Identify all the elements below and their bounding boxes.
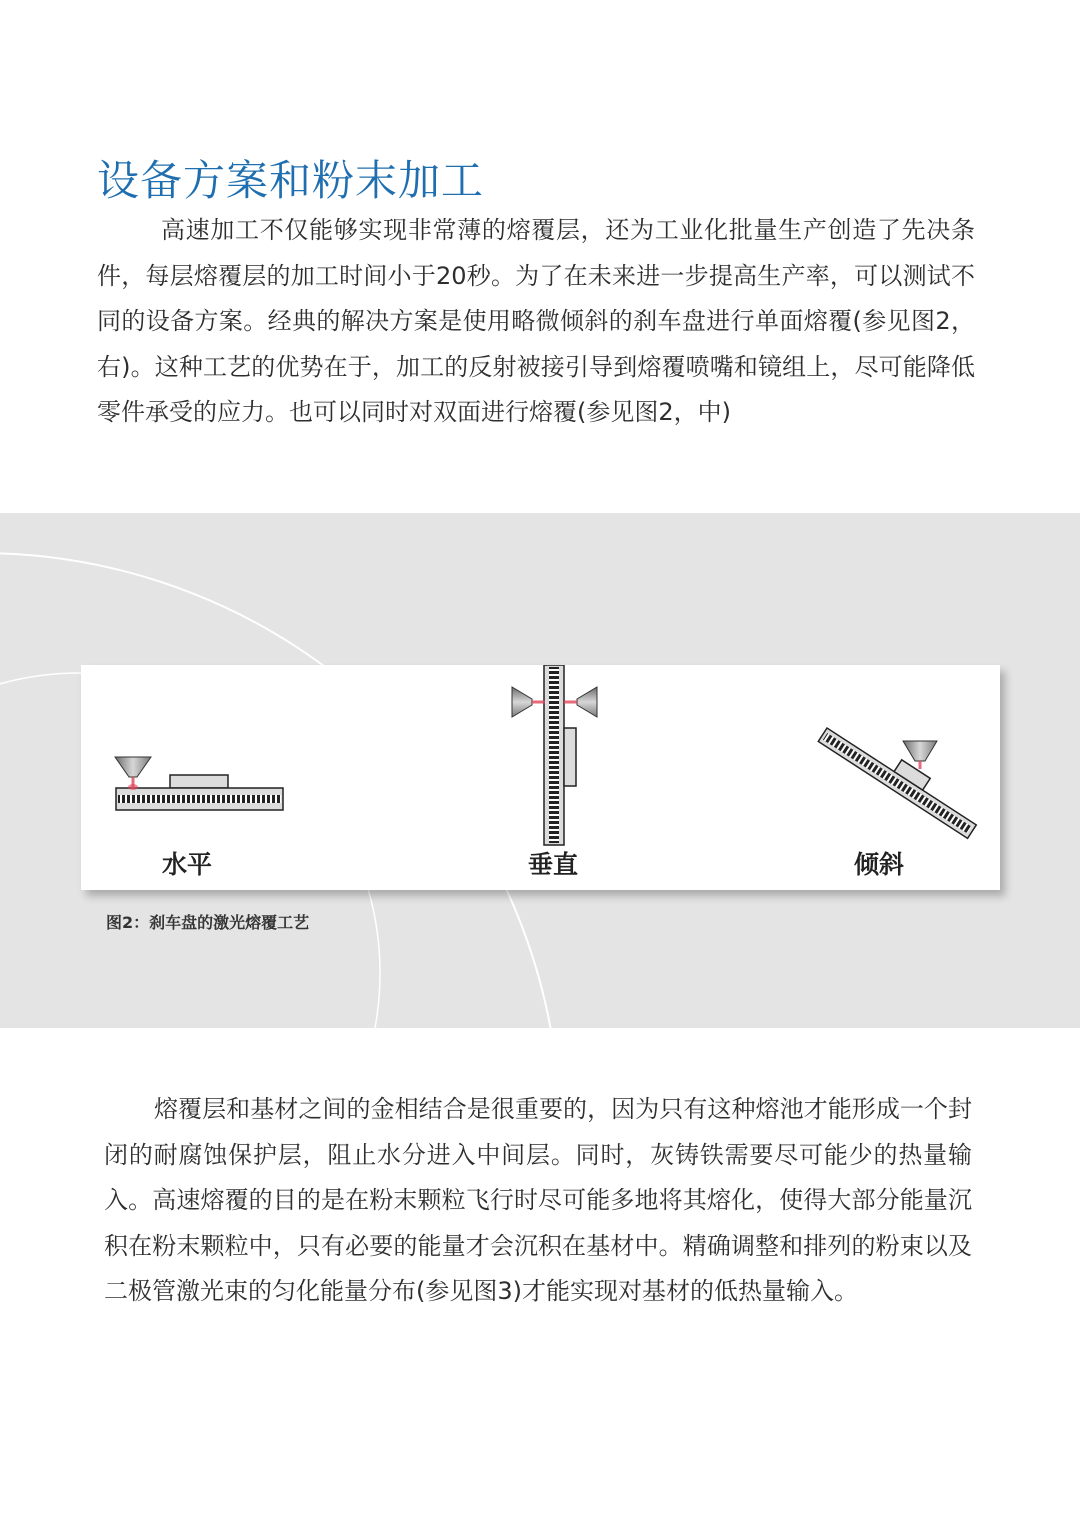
figure-caption: 图2：刹车盘的激光熔覆工艺 (106, 913, 310, 932)
label-tilted: 倾斜 (854, 850, 905, 879)
horizontal-setup (115, 757, 283, 810)
vertical-setup (512, 665, 597, 845)
figure-card (81, 665, 1000, 890)
body-paragraph-2: 熔覆层和基材之间的金相结合是很重要的，因为只有这种熔池才能形成一个封闭的耐腐蚀保护层，阻止水分进入中间层。同时，灰铸铁需要尽可能少的热量输入。高速熔覆的目的是在粉末颗粒飞行时尽可能多地将其熔化，使得大部分能量沉积在粉末颗粒中，只有必要的能量才会沉积在基材中。精确调整和排列的粉束以及二极管激光束的匀化能量分布(参见图3)才能实现对基材的低热量输入。 (104, 1095, 972, 1305)
section-title: 设备方案和粉末加工 (97, 156, 485, 205)
tilted-setup (818, 716, 984, 838)
figure-band (0, 513, 1080, 1028)
label-vertical: 垂直 (528, 850, 579, 879)
body-paragraph-1: 高速加工不仅能够实现非常薄的熔覆层，还为工业化批量生产创造了先决条件，每层熔覆层的加工时间小于20秒。为了在未来进一步提高生产率，可以测试不同的设备方案。经典的解决方案是使用略微倾斜的刹车盘进行单面熔覆(参见图2，右)。这种工艺的优势在于，加工的反射被接引导到熔覆喷嘴和镜组上，尽可能降低零件承受的应力。也可以同时对双面进行熔覆(参见图2，中) (97, 216, 975, 426)
label-horizontal: 水平 (162, 850, 213, 879)
